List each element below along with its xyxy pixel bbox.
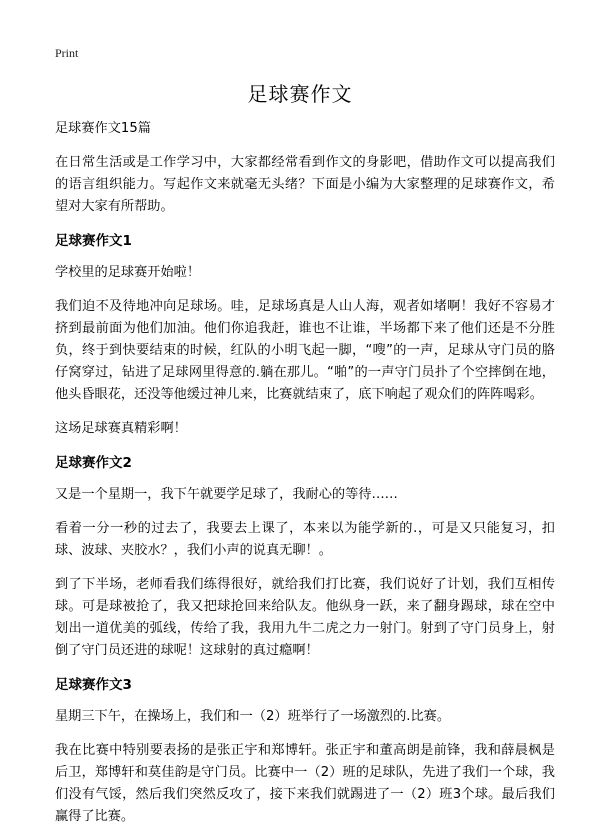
section-heading: 足球赛作文3: [55, 677, 132, 693]
section-paragraph: 我们迫不及待地冲向足球场。哇，足球场真是人山人海，观者如堵啊！我好不容易才挤到最前面为他们加油。他们你追我赶，谁也不让谁，半场都下来了他们还是不分胜负，终于到快要结束的时候，红队的小明飞起一脚，“嗖”的一声，足球从守门员的胳仔窝穿过，钻进了足球网里得意的.躺在那儿。“啪”的一声守门员扑了个空摔倒在地，他头昏眼花，还没等他缓过神儿来，比赛就结束了，底下响起了观众们的阵阵喝彩。: [55, 299, 555, 402]
intro-subtitle: 足球赛作文15篇: [55, 121, 151, 136]
section-paragraph: 我在比赛中特别要表扬的是张正宇和郑博轩。张正宇和董高朗是前锋，我和薛晨枫是后卫，郑博轩和莫佳韵是守门员。比赛中一（2）班的足球队，先进了我们一个球，我们没有气馁，然后我们突然反攻了，接下来我们就踢进了一（2）班3个球。最后我们赢得了比赛。: [55, 743, 555, 824]
article-body: [55, 118, 555, 840]
section-heading: 足球赛作文1: [55, 233, 132, 249]
section-heading: 足球赛作文2: [55, 455, 132, 471]
section-paragraph: 星期三下午，在操场上，我们和一（2）班举行了一场激烈的.比赛。: [55, 709, 451, 724]
print-label: Print: [55, 46, 79, 60]
section-paragraph: 这场足球赛真精彩啊！: [55, 421, 187, 436]
page-title: 足球赛作文: [247, 82, 353, 106]
section-paragraph: 学校里的足球赛开始啦！: [55, 265, 201, 280]
section-paragraph: 看着一分一秒的过去了，我要去上课了，本来以为能学新的.，可是又只能复习，扣球、波球、夹胶水？，我们小声的说真无聊！。: [55, 521, 555, 558]
section-paragraph: 又是一个星期一，我下午就要学足球了，我耐心的等待……: [55, 487, 398, 502]
intro-paragraph: 在日常生活或是工作学习中，大家都经常看到作文的身影吧，借助作文可以提高我们的语言组织能力。写起作文来就毫无头绪？下面是小编为大家整理的足球赛作文，希望对大家有所帮助。: [55, 155, 555, 214]
section-paragraph: 到了下半场，老师看我们练得很好，就给我们打比赛，我们说好了计划，我们互相传球。可是球被抢了，我又把球抢回来给队友。他纵身一跃，来了翻身踢球，球在空中划出一道优美的弧线，传给了我，我用九牛二虎之力一射门。射到了守门员身上，射倒了守门员还进的球呢！这球射的真过瘾啊！: [55, 577, 555, 658]
